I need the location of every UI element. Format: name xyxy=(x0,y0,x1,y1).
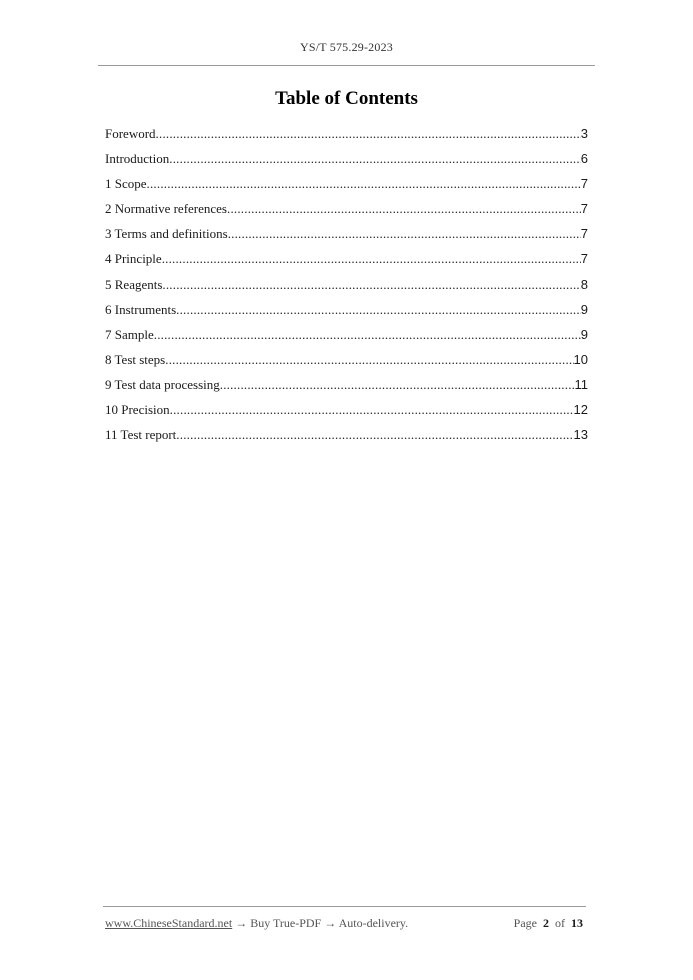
toc-entry-label: Introduction xyxy=(105,151,170,167)
toc-entry-label: 1 Scope xyxy=(105,176,147,192)
arrow-icon: → xyxy=(324,916,337,930)
toc-entry-precision[interactable] xyxy=(105,397,588,422)
toc-entry-instruments[interactable] xyxy=(105,297,588,322)
toc-dot-leader xyxy=(156,121,581,146)
toc-dot-leader xyxy=(147,171,581,196)
toc-entry-label: 4 Principle xyxy=(105,251,162,267)
toc-dot-leader xyxy=(162,272,580,297)
toc-entry-page: 7 xyxy=(580,226,588,242)
toc-entry-test-data-processing[interactable] xyxy=(105,372,588,397)
toc-dot-leader xyxy=(154,322,581,347)
toc-dot-leader xyxy=(227,196,581,221)
header-divider xyxy=(98,65,595,66)
toc-dot-leader xyxy=(165,347,573,372)
arrow-icon: → xyxy=(235,916,248,930)
document-id: YS/T 575.29-2023 xyxy=(300,40,393,54)
toc-entry-page: 9 xyxy=(580,301,588,317)
toc-entry-page: 10 xyxy=(573,351,588,367)
toc-entry-introduction[interactable] xyxy=(105,146,588,171)
toc-entry-reagents[interactable] xyxy=(105,272,588,297)
toc-dot-leader xyxy=(228,221,581,246)
toc-entry-test-steps[interactable] xyxy=(105,347,588,372)
toc-entry-page: 8 xyxy=(580,276,588,292)
toc-entry-page: 13 xyxy=(573,427,588,443)
toc-entry-normative-references[interactable] xyxy=(105,196,588,221)
toc-entry-label: 5 Reagents xyxy=(105,276,163,292)
toc-list xyxy=(105,121,588,447)
footer-promo xyxy=(105,916,408,931)
toc-entry-label: 11 Test report xyxy=(105,427,177,443)
toc-entry-page: 9 xyxy=(580,326,588,342)
toc-entry-label: 3 Terms and definitions xyxy=(105,226,228,242)
current-page-number: 2 xyxy=(543,916,549,930)
toc-entry-scope[interactable] xyxy=(105,171,588,196)
auto-delivery-text: Auto-delivery. xyxy=(338,916,409,930)
toc-entry-test-report[interactable] xyxy=(105,422,588,447)
toc-entry-page: 7 xyxy=(580,176,588,192)
toc-entry-label: 8 Test steps xyxy=(105,351,166,367)
toc-entry-page: 6 xyxy=(580,151,588,167)
total-pages-number: 13 xyxy=(571,916,583,930)
toc-dot-leader xyxy=(170,397,574,422)
toc-entry-page: 7 xyxy=(580,251,588,267)
toc-dot-leader xyxy=(220,372,575,397)
toc-entry-principle[interactable] xyxy=(105,246,588,271)
toc-dot-leader xyxy=(169,146,581,171)
toc-entry-label: 9 Test data processing xyxy=(105,376,220,392)
toc-entry-page: 7 xyxy=(580,201,588,217)
of-word: of xyxy=(555,916,565,930)
site-link[interactable]: www.ChineseStandard.net xyxy=(105,916,233,930)
toc-dot-leader xyxy=(176,422,573,447)
toc-entry-sample[interactable] xyxy=(105,322,588,347)
toc-dot-leader xyxy=(176,297,581,322)
toc-entry-page: 12 xyxy=(573,402,588,418)
toc-entry-label: 7 Sample xyxy=(105,326,154,342)
toc-entry-label: 2 Normative references xyxy=(105,201,227,217)
toc-dot-leader xyxy=(162,246,581,271)
page-indicator xyxy=(514,916,583,931)
page-word: Page xyxy=(513,916,537,930)
toc-heading: Table of Contents xyxy=(275,88,418,109)
toc-entry-label: Foreword xyxy=(105,126,156,141)
toc-entry-foreword[interactable] xyxy=(105,121,588,146)
footer-divider xyxy=(103,906,586,907)
toc-entry-page: 11 xyxy=(574,376,588,392)
toc-entry-label: 10 Precision xyxy=(105,402,170,418)
buy-true-pdf-text: Buy True-PDF xyxy=(250,916,322,930)
toc-entry-label: 6 Instruments xyxy=(105,301,177,317)
toc-entry-page: 3 xyxy=(580,126,588,141)
toc-entry-terms-and-definitions[interactable] xyxy=(105,221,588,246)
